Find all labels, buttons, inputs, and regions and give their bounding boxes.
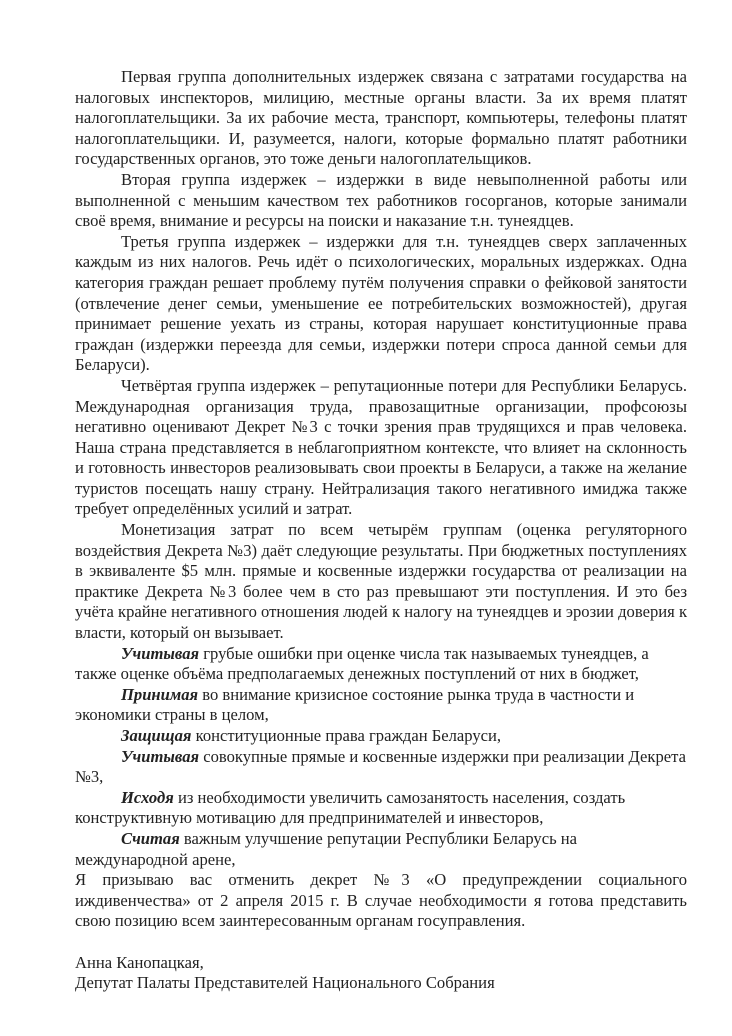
clause-keyword: Исходя [121, 787, 174, 807]
clause-text: из необходимости увеличить самозанятость населения, создать конструктивную мотивацию для предпринимателей и инвесторов, [75, 787, 626, 828]
signature-block [75, 953, 687, 994]
clause-taking-into-account [75, 685, 687, 726]
paragraph-second-group: Вторая группа издержек – издержки в виде невыполненной работы или выполненной с меньшим качеством тех работников госорганов, которые занимали своё время, внимание и ресурсы на поиски и наказание т.н. тунеядцев. [75, 169, 687, 231]
clause-keyword: Считая [121, 828, 180, 848]
clause-keyword: Учитывая [121, 643, 200, 663]
paragraph-fourth-group: Четвёртая группа издержек – репутационные потери для Республики Беларусь. Международная организация труда, правозащитные организации, профсоюзы негативно оценивают Декрет №3 с точки зрения прав трудящихся и прав человека. Наша страна представляется в неблагоприятном контексте, что влияет на склонность и готовность инвесторов реализовывать свои проекты в Беларуси, а также на желание туристов посещать нашу страну. Нейтрализация такого негативного имиджа также требует определённых усилий и затрат. [75, 375, 687, 519]
paragraph-third-group: Третья группа издержек – издержки для т.н. тунеядцев сверх заплаченных каждым из них налогов. Речь идёт о психологических, моральных издержках. Одна категория граждан решает проблему путём получения справки о фейковой занятости (отвлечение денег семьи, уменьшение ее потребительских возможностей), другая принимает решение уехать из страны, которая нарушает конституционные права граждан (издержки переезда для семьи, издержки потери спроса данной семьи для Беларуси). [75, 231, 687, 375]
clause-proceeding-from [75, 788, 687, 829]
clause-considering-reputation [75, 829, 687, 870]
document-page [75, 67, 687, 994]
clause-text: совокупные прямые и косвенные издержки при реализации Декрета №3, [75, 746, 686, 787]
paragraph-monetization: Монетизация затрат по всем четырём группам (оценка регуляторного воздействия Декрета №3) даёт следующие результаты. При бюджетных поступлениях в эквиваленте $5 млн. прямые и косвенные издержки государства от реализации на практике Декрета №3 более чем в сто раз превышают эти поступления. И это без учёта крайне негативного отношения людей к налогу на тунеядцев и эрозии доверия к власти, который он вызывает. [75, 520, 687, 643]
appeal-paragraph: Я призываю вас отменить декрет №3 «О предупреждении социального иждивенчества» от 2 апреля 2015 г. В случае необходимости я готова представить свою позицию всем заинтересованным органам госуправления. [75, 870, 687, 931]
clause-protecting [75, 726, 687, 747]
clause-considering-costs [75, 747, 687, 788]
paragraph-first-group: Первая группа дополнительных издержек связана с затратами государства на налоговых инспекторов, милицию, местные органы власти. За их время платят налогоплательщики. За их рабочие места, транспорт, компьютеры, телефоны платят налогоплательщики. И, разумеется, налоги, которые формально платят работники государственных органов, это тоже деньги налогоплательщиков. [75, 67, 687, 169]
signature-title: Депутат Палаты Представителей Национального Собрания [75, 973, 495, 993]
clause-text: во внимание кризисное состояние рынка труда в частности и экономики страны в целом, [75, 684, 635, 725]
clause-keyword: Защищая [121, 726, 192, 745]
clause-considering-errors [75, 644, 687, 685]
clause-text: конституционные права граждан Беларуси, [191, 726, 502, 745]
clause-text: грубые ошибки при оценке числа так называемых тунеядцев, а также оценке объёма предполагаемых денежных поступлений от них в бюджет, [75, 643, 649, 684]
clause-keyword: Учитывая [121, 746, 200, 766]
clause-text: важным улучшение репутации Республики Беларусь на международной арене, [75, 828, 578, 869]
clause-keyword: Принимая [121, 684, 199, 704]
signature-name: Анна Канопацкая, [75, 952, 204, 972]
